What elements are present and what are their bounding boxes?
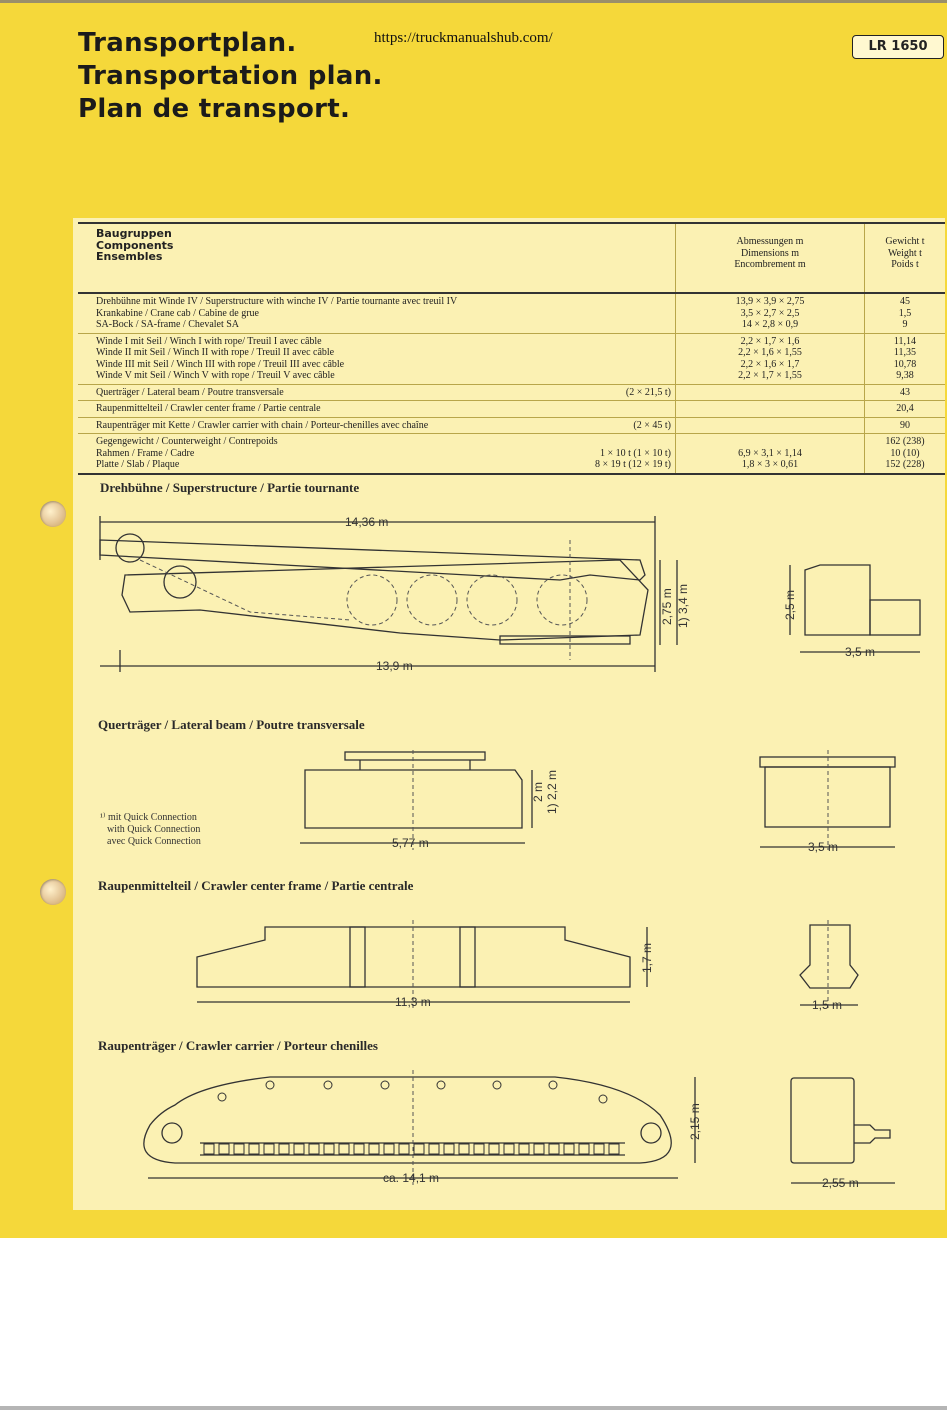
header-weight: Gewicht t Weight t Poids t	[865, 223, 946, 293]
title-line-en: Transportation plan.	[78, 61, 383, 91]
table-row: Raupenmittelteil / Crawler center frame / Partie centrale 20,4	[78, 401, 945, 418]
beam-height-2: 1) 2,2 m	[545, 769, 559, 814]
model-badge: LR 1650	[852, 35, 944, 59]
section-title-lateral-beam: Querträger / Lateral beam / Poutre transversale	[98, 717, 365, 732]
center-frame-length: 11,3 m	[395, 995, 431, 1009]
title-line-de: Transportplan.	[78, 28, 297, 58]
dim-length-bottom: 13,9 m	[376, 659, 413, 673]
table-row: (2 × 21,5 t) Querträger / Lateral beam / Poutre transversale 43	[78, 384, 945, 401]
dim-height-2: 1) 3,4 m	[676, 583, 690, 628]
row-note: (2 × 45 t)	[633, 419, 671, 431]
carrier-end-width: 2,55 m	[822, 1176, 859, 1190]
beam-height-1: 2 m	[531, 781, 545, 802]
dim-height-1: 2,75 m	[660, 588, 674, 625]
row-note: (2 × 21,5 t)	[625, 386, 671, 398]
source-url[interactable]: https://truckmanualshub.com/	[374, 30, 553, 46]
carrier-height: 2,15 m	[688, 1103, 702, 1140]
beam-length: 5,77 m	[392, 836, 429, 850]
cab-height: 2,5 m	[783, 589, 797, 620]
center-frame-end-width: 1,5 m	[812, 998, 843, 1012]
section-title-superstructure: Drehbühne / Superstructure / Partie tournante	[100, 480, 360, 495]
beam-end-width: 3,5 m	[808, 840, 839, 854]
carrier-length: ca. 14,1 m	[383, 1171, 440, 1185]
header-components: Baugruppen Components Ensembles	[78, 223, 676, 293]
section-title-center-frame: Raupenmittelteil / Crawler center frame / Partie centrale	[98, 878, 414, 893]
table-row: Gegengewicht / Counterweight / Contrepoids 1 × 10 t (1 × 10 t) Rahmen / Frame / Cadre 8 × 19 t (12 × 19 t) Platte / Slab / Plaque 6,9 × 3,1 × 1,14 1,8 × 3 × 0,61 162 (238) 10 (10) 152 (228)	[78, 434, 945, 474]
scan-edge	[0, 1406, 947, 1410]
dim-length-top: 14,36 m	[345, 515, 389, 529]
table-row: Winde I mit Seil / Winch I with rope/ Treuil I avec câble Winde II mit Seil / Winch II with rope / Treuil II avec câble Winde III mit Seil / Winch III with rope / Treuil III avec câble Winde V mit Seil / Winch V with rope / Treuil V avec câble 2,2 × 1,7 × 1,6 2,2 × 1,6 × 1,55 2,2 × 1,6 × 1,7 2,2 × 1,7 × 1,55 11,14 11,35 10,78 9,38	[78, 333, 945, 384]
center-frame-height: 1,7 m	[640, 942, 654, 973]
cab-width: 3,5 m	[845, 645, 876, 659]
table-row: Drehbühne mit Winde IV / Superstructure with winche IV / Partie tournante avec treuil IV Krankabine / Crane cab / Cabine de grue SA-Bock / SA-frame / Chevalet SA 13,9 × 3,9 × 2,75 3,5 × 2,7 × 2,5 14 × 2,8 × 0,9 45 1,5 9	[78, 293, 945, 333]
quick-connection-footnote: ¹⁾ mit Quick Connection with Quick Connection avec Quick Connection	[100, 812, 201, 847]
title-line-fr: Plan de transport.	[78, 94, 351, 124]
header-dimensions: Abmessungen m Dimensions m Encombrement m	[676, 223, 865, 293]
section-title-crawler-carrier: Raupenträger / Crawler carrier / Porteur chenilles	[98, 1038, 378, 1053]
table-row: (2 × 45 t) Raupenträger mit Kette / Crawler carrier with chain / Porteur-chenilles avec chaîne 90	[78, 417, 945, 434]
